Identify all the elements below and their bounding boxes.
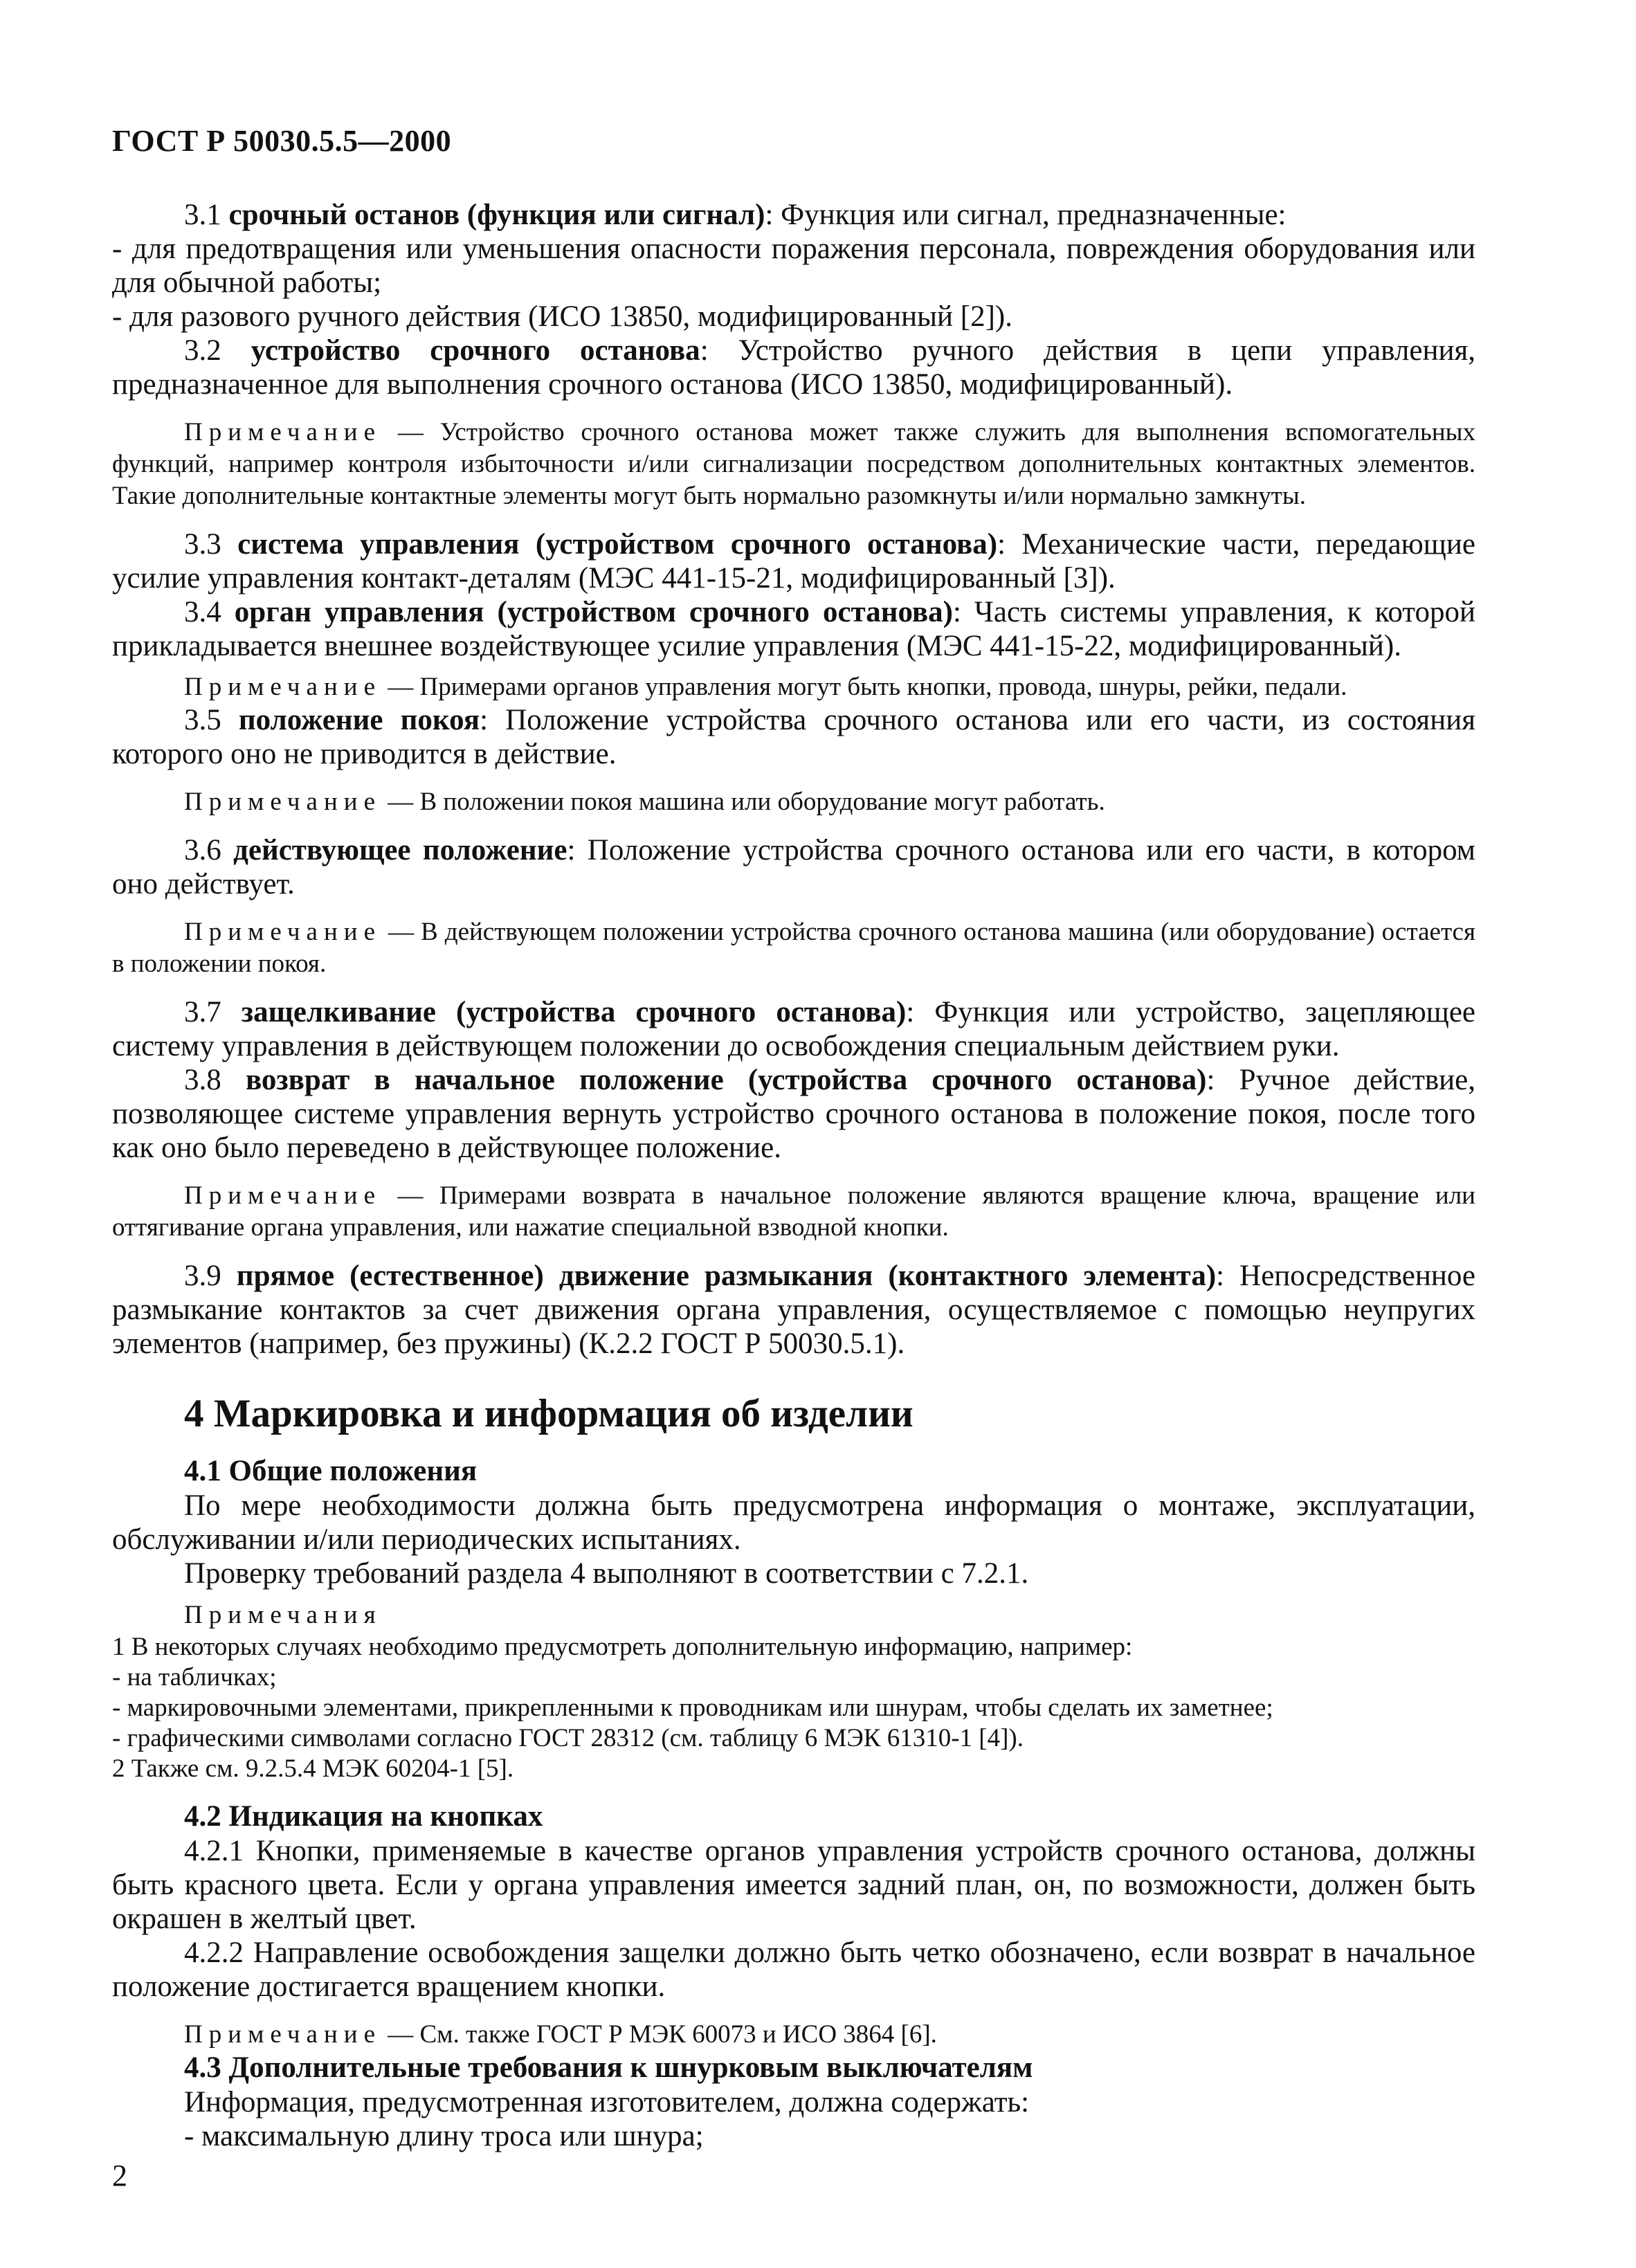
term-3-8 — [112, 1063, 1475, 1165]
term-definition: : Часть системы управления, к которой прикладывается внешнее воздействующее усилие управления (МЭС 441-15-22, модифицированный). — [112, 596, 1475, 662]
section-4-3-title: 4.3 Дополнительные требования к шнурковым выключателям — [184, 2051, 1033, 2084]
term-number: 3.7 — [184, 996, 221, 1028]
term-number: 3.4 — [184, 596, 221, 628]
term-number: 3.1 — [184, 199, 221, 231]
note — [112, 916, 1475, 980]
term-number: 3.3 — [184, 528, 221, 561]
term-number: 3.9 — [184, 1260, 221, 1292]
note-item: - на табличках; — [112, 1663, 277, 1691]
term-title: устройство срочного останова — [251, 334, 700, 367]
paragraph: Информация, предусмотренная изготовителем, должна содержать: — [184, 2086, 1030, 2119]
term-title: действующее положение — [233, 834, 567, 867]
term-definition: : Положение устройства срочного останова или его части, в котором оно действует. — [112, 834, 1475, 900]
term-number: 3.5 — [184, 704, 221, 736]
note-text: — В положении покоя машина или оборудование могут работать. — [381, 788, 1105, 816]
note — [112, 417, 1475, 512]
term-3-7 — [112, 995, 1475, 1063]
note — [112, 1180, 1475, 1244]
note — [112, 671, 1475, 703]
term-definition: : Положение устройства срочного останова или его части, из состояния которого оно не приводится в действие. — [112, 704, 1476, 770]
note-text: — См. также ГОСТ Р МЭК 60073 и ИСО 3864 [6]. — [381, 2020, 937, 2049]
list-item: - максимальную длину троса или шнура; — [184, 2120, 704, 2152]
note-item: 2 Также см. 9.2.5.4 МЭК 60204-1 [5]. — [112, 1754, 514, 1783]
term-number: 3.2 — [184, 334, 221, 367]
term-3-1 — [112, 198, 1475, 232]
note-item: - графическими символами согласно ГОСТ 28312 (см. таблицу 6 МЭК 61310-1 [4]). — [112, 1724, 1024, 1752]
note — [112, 2019, 1475, 2051]
term-definition: : Непосредственное размыкание контактов за счет движения органа управления, осуществляемое с помощью неупругих элементов (например, без пружины) (К.2.2 ГОСТ Р 50030.5.1). — [112, 1260, 1475, 1360]
term-title: орган управления (устройством срочного останова) — [234, 596, 953, 628]
section-4-1-title: 4.1 Общие положения — [184, 1455, 478, 1487]
section-4-title: 4 Маркировка и информация об изделии — [184, 1392, 914, 1435]
term-item: - для разового ручного действия (ИСО 13850, модифицированный [2]). — [112, 300, 1012, 333]
page-content — [112, 198, 1475, 2153]
note-label: Примечание — [184, 418, 381, 446]
term-title: возврат в начальное положение (устройства срочного останова) — [245, 1064, 1207, 1096]
note-text: — Устройство срочного останова может также служить для выполнения вспомогательных функций, например контроля избыточности и/или сигнализации посредством дополнительных контактных элементов. Такие дополнительные контактные элементы могут быть нормально разомкнуты и/или нормально замкнуты. — [112, 418, 1475, 510]
term-number: 3.6 — [184, 834, 221, 867]
note-label: Примечание — [184, 918, 381, 946]
paragraph: 4.2.1 Кнопки, применяемые в качестве органов управления устройств срочного останова, должны быть красного цвета. Если у органа управления имеется задний план, он, по возможности, должен быть окрашен в желтый цвет. — [112, 1835, 1475, 1935]
term-definition: : Функция или устройство, зацепляющее систему управления в действующем положении до освобождения специальным действием руки. — [112, 996, 1475, 1062]
term-3-6 — [112, 833, 1475, 901]
term-3-2 — [112, 334, 1475, 401]
term-title: защелкивание (устройства срочного останова) — [241, 996, 907, 1028]
term-title: прямое (естественное) движение размыкания (контактного элемента) — [236, 1260, 1217, 1292]
paragraph: 4.2.2 Направление освобождения защелки должно быть четко обозначено, если возврат в начальное положение достигается вращением кнопки. — [112, 1936, 1475, 2003]
term-3-3 — [112, 527, 1475, 595]
note-label: Примечание — [184, 1181, 381, 1210]
note-label: Примечание — [184, 673, 381, 701]
term-3-9 — [112, 1259, 1475, 1361]
term-item: - для предотвращения или уменьшения опасности поражения персонала, повреждения оборудования или для обычной работы; — [112, 233, 1475, 299]
term-title: срочный останов (функция или сигнал) — [228, 199, 765, 231]
term-title: положение покоя — [238, 704, 480, 736]
note-text: — Примерами органов управления могут быть кнопки, провода, шнуры, рейки, педали. — [381, 673, 1347, 701]
note-item: - маркировочными элементами, прикрепленными к проводникам или шнурам, чтобы сделать их заметнее; — [112, 1694, 1273, 1722]
notes-list — [112, 1632, 1475, 1784]
section-4-2-title: 4.2 Индикация на кнопках — [184, 1800, 543, 1833]
note-item: 1 В некоторых случаях необходимо предусмотреть дополнительную информацию, например: — [112, 1633, 1133, 1661]
term-3-5 — [112, 703, 1475, 771]
standard-header: ГОСТ Р 50030.5.5—2000 — [112, 124, 452, 158]
note-label: Примечание — [184, 788, 381, 816]
term-definition: : Механические части, передающие усилие управления контакт-деталям (МЭС 441-15-21, модифицированный [3]). — [112, 528, 1476, 595]
page-number: 2 — [112, 2159, 127, 2193]
paragraph: По мере необходимости должна быть предусмотрена информация о монтаже, эксплуатации, обслуживании и/или периодических испытаниях. — [112, 1489, 1475, 1556]
note-text: — В действующем положении устройства срочного останова машина (или оборудование) остается в положении покоя. — [112, 918, 1475, 978]
notes-title: Примечания — [184, 1601, 382, 1629]
term-definition: : Устройство ручного действия в цепи управления, предназначенное для выполнения срочного останова (ИСО 13850, модифицированный). — [112, 334, 1475, 401]
term-3-4 — [112, 595, 1475, 663]
term-number: 3.8 — [184, 1064, 221, 1096]
paragraph: Проверку требований раздела 4 выполняют в соответствии с 7.2.1. — [184, 1557, 1029, 1590]
note — [112, 786, 1475, 818]
term-definition: : Функция или сигнал, предназначенные: — [765, 199, 1287, 231]
note-label: Примечание — [184, 2020, 381, 2049]
term-title: система управления (устройством срочного останова) — [237, 528, 998, 561]
note-text: — Примерами возврата в начальное положение являются вращение ключа, вращение или оттягивание органа управления, или нажатие специальной взводной кнопки. — [112, 1181, 1475, 1242]
term-definition: : Ручное действие, позволяющее системе управления вернуть устройство срочного останова в положение покоя, после того как оно было переведено в действующее положение. — [112, 1064, 1476, 1164]
